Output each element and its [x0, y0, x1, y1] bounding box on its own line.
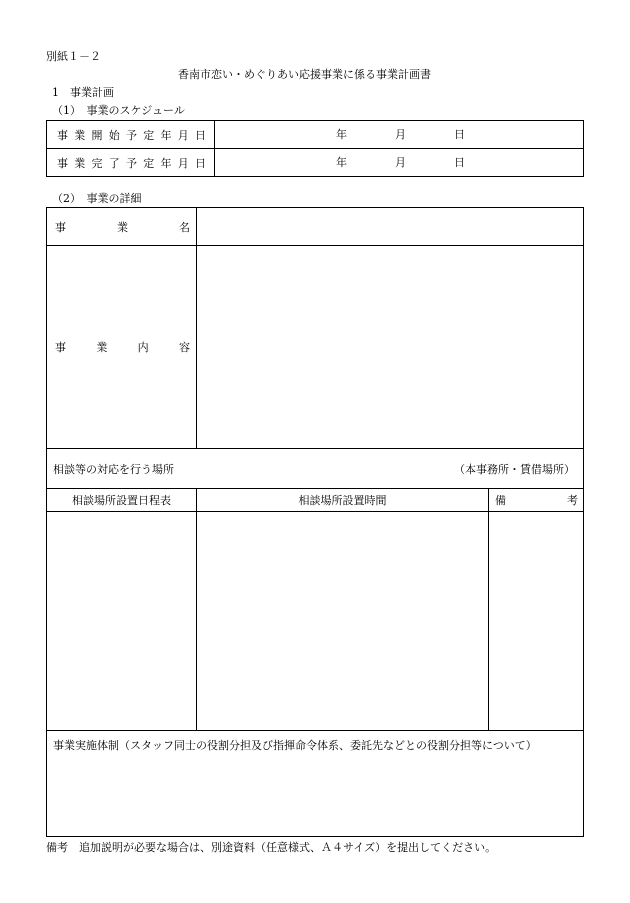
business-content-field[interactable] — [197, 246, 584, 449]
schedule-subheading: （1） 事業のスケジュール — [52, 104, 185, 117]
column-label: 相談場所設置時間 — [298, 494, 387, 507]
business-name-label — [47, 208, 197, 246]
label-char: 月 — [177, 128, 189, 142]
year-unit: 年 — [336, 156, 347, 169]
label-char: 予 — [126, 156, 137, 170]
label-char: 業 — [74, 128, 86, 142]
label-char: 備 — [495, 494, 506, 507]
label-char: 開 — [91, 128, 103, 142]
schedule-column-field[interactable] — [47, 512, 197, 731]
label-char: 始 — [108, 128, 120, 142]
day-unit: 日 — [454, 128, 465, 141]
footnote: 備考 追加説明が必要な場合は、別途資料（任意様式、Ａ４サイズ）を提出してください。 — [46, 841, 497, 854]
label-char: 名 — [179, 220, 190, 234]
label-char: 日 — [195, 128, 206, 142]
business-content-label — [47, 246, 197, 449]
label-char: 事 — [57, 156, 68, 170]
label-char: 予 — [126, 128, 137, 142]
label-char: 日 — [195, 156, 206, 170]
attachment-number: 別紙１－２ — [46, 50, 101, 63]
month-unit: 月 — [395, 128, 406, 141]
venue-label: 相談等の対応を行う場所 — [53, 462, 174, 476]
implementation-system-label: 事業実施体制（スタッフ同士の役割分担及び指揮命令体系、委託先などとの役割分担等について） — [53, 739, 537, 752]
month-unit: 月 — [395, 156, 406, 169]
business-name-field[interactable] — [197, 208, 584, 246]
hours-column-header — [197, 489, 489, 512]
label-char: 事 — [55, 220, 66, 234]
section-heading: 1 事業計画 — [52, 86, 114, 99]
end-date-field[interactable] — [215, 149, 584, 177]
implementation-system-field[interactable] — [47, 731, 584, 837]
document-title: 香南市恋い・めぐりあい応援事業に係る事業計画書 — [178, 68, 431, 81]
label-char: 定 — [143, 128, 155, 142]
hours-column-field[interactable] — [197, 512, 489, 731]
schedule-table — [46, 120, 584, 177]
schedule-column-header — [47, 489, 197, 512]
label-char: 了 — [108, 156, 120, 170]
venue-note: （本事務所・賃借場所） — [454, 462, 575, 476]
year-unit: 年 — [336, 128, 347, 141]
label-char: 考 — [567, 494, 578, 507]
label-char: 内 — [137, 341, 149, 354]
detail-subheading: （2） 事業の詳細 — [52, 192, 142, 205]
label-char: 年 — [160, 128, 172, 142]
start-date-label — [47, 121, 215, 149]
label-char: 定 — [143, 156, 155, 170]
day-unit: 日 — [454, 156, 465, 169]
label-char: 年 — [160, 156, 172, 170]
label-char: 容 — [178, 341, 190, 354]
label-char: 完 — [91, 156, 103, 170]
label-char: 業 — [117, 220, 128, 234]
label-char: 業 — [96, 341, 108, 354]
label-char: 事 — [55, 341, 66, 354]
venue-row[interactable] — [47, 449, 584, 489]
label-char: 事 — [57, 128, 68, 142]
end-date-label — [47, 149, 215, 177]
detail-table — [46, 207, 584, 837]
remarks-column-header — [489, 489, 584, 512]
start-date-field[interactable] — [215, 121, 584, 149]
column-label: 相談場所設置日程表 — [72, 494, 171, 507]
remarks-column-field[interactable] — [489, 512, 584, 731]
label-char: 月 — [177, 156, 189, 170]
label-char: 業 — [74, 156, 86, 170]
